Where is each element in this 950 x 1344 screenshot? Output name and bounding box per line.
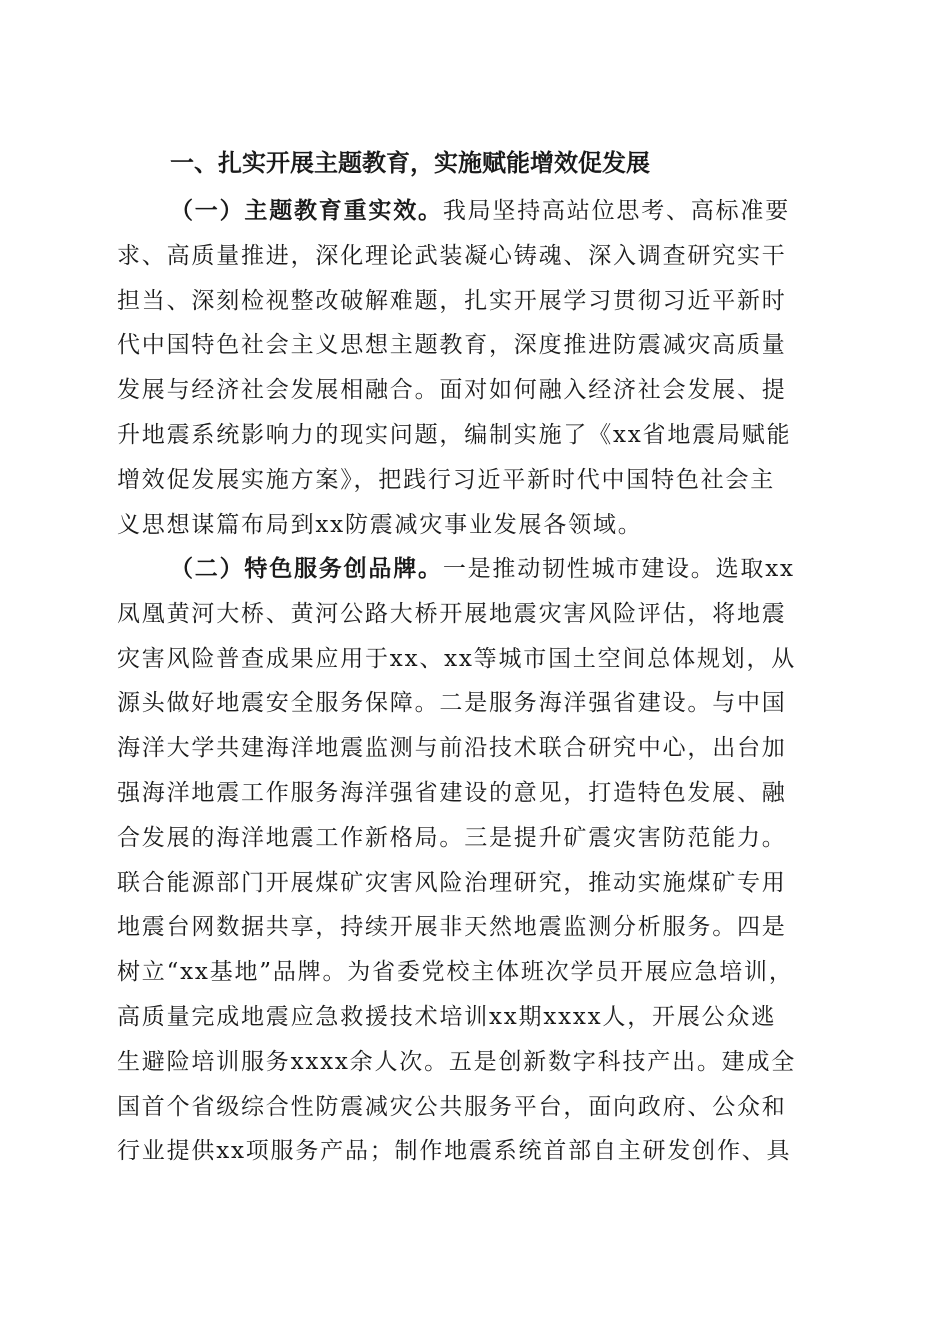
paragraph-line: 代中国特色社会主义思想主题教育，深度推进防震减灾高质量 bbox=[117, 332, 787, 359]
paragraph-line: 凤凰黄河大桥、黄河公路大桥开展地震灾害风险评估，将地震 bbox=[117, 600, 787, 627]
paragraph-line: 联合能源部门开展煤矿灾害风险治理研究，推动实施煤矿专用 bbox=[117, 869, 787, 896]
paragraph-line: 源头做好地震安全服务保障。二是服务海洋强省建设。与中国 bbox=[117, 690, 787, 717]
paragraph-line: 树立“xx基地”品牌。为省委党校主体班次学员开展应急培训， bbox=[117, 959, 794, 986]
paragraph-featured-services bbox=[117, 547, 837, 1174]
subsection-title: （二）特色服务创品牌。 bbox=[170, 556, 443, 582]
paragraph-theme-education bbox=[117, 189, 837, 547]
line-text: 一是推动韧性城市建设。选取xx bbox=[442, 556, 795, 582]
paragraph-line: 行业提供xx项服务产品；制作地震系统首部自主研发创作、具 bbox=[117, 1138, 792, 1165]
paragraph-line: 生避险培训服务xxxx余人次。五是创新数字科技产出。建成全 bbox=[117, 1048, 797, 1075]
paragraph-line: 合发展的海洋地震工作新格局。三是提升矿震灾害防范能力。 bbox=[117, 824, 787, 851]
paragraph-line: 海洋大学共建海洋地震监测与前沿技术联合研究中心，出台加 bbox=[117, 735, 787, 762]
paragraph-line bbox=[117, 189, 837, 234]
paragraph-line bbox=[117, 547, 837, 592]
paragraph-line: 义思想谋篇布局到xx防震减灾事业发展各领域。 bbox=[117, 511, 643, 538]
paragraph-line: 强海洋地震工作服务海洋强省建设的意见，打造特色发展、融 bbox=[117, 779, 787, 806]
paragraph-line: 担当、深刻检视整改破解难题，扎实开展学习贯彻习近平新时 bbox=[117, 287, 787, 314]
paragraph-line: 高质量完成地震应急救援技术培训xx期xxxx人，开展公众逃 bbox=[117, 1003, 777, 1030]
paragraph-line: 求、高质量推进，深化理论武装凝心铸魂、深入调查研究实干 bbox=[117, 242, 787, 269]
section-heading: 一、扎实开展主题教育，实施赋能增效促发展 bbox=[170, 149, 650, 177]
paragraph-line: 升地震系统影响力的现实问题，编制实施了《xx省地震局赋能 bbox=[117, 421, 792, 448]
line-text: 我局坚持高站位思考、高标准要 bbox=[442, 198, 791, 224]
paragraph-line: 增效促发展实施方案》，把践行习近平新时代中国特色社会主 bbox=[117, 466, 776, 493]
subsection-title: （一）主题教育重实效。 bbox=[170, 198, 443, 224]
paragraph-line: 地震台网数据共享，持续开展非天然地震监测分析服务。四是 bbox=[117, 914, 787, 941]
paragraph-line: 发展与经济社会发展相融合。面对如何融入经济社会发展、提 bbox=[117, 377, 787, 404]
paragraph-line: 灾害风险普查成果应用于xx、xx等城市国土空间总体规划，从 bbox=[117, 645, 797, 672]
paragraph-line: 国首个省级综合性防震减灾公共服务平台，面向政府、公众和 bbox=[117, 1093, 787, 1120]
